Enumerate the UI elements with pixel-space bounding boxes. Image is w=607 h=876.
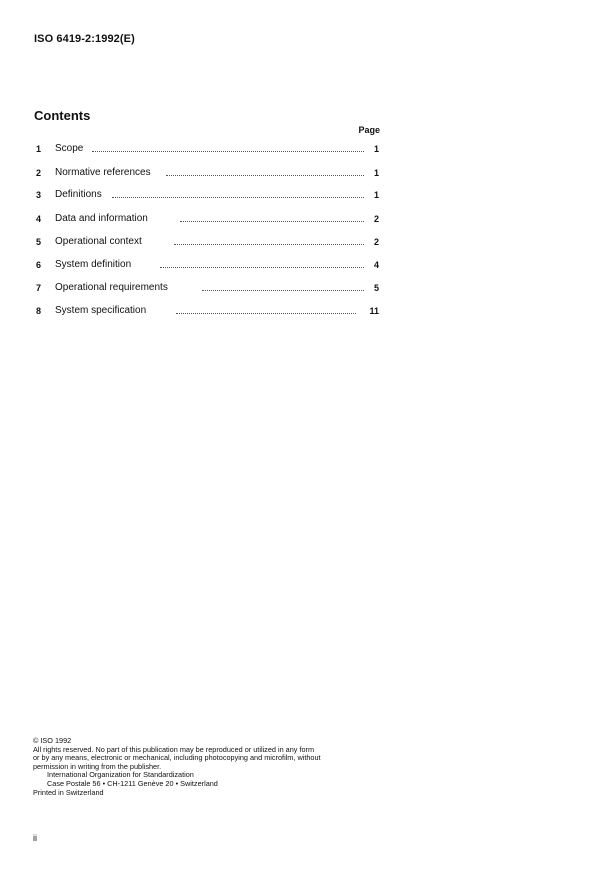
toc-entry-number: 3	[36, 190, 42, 200]
leader-dots	[176, 313, 356, 314]
toc-entry-page: 1	[373, 190, 379, 200]
toc-entry-title: Scope	[55, 143, 84, 154]
toc-entry-page: 1	[373, 168, 379, 178]
toc-entry-number: 6	[36, 260, 42, 270]
toc-entry[interactable]	[0, 282, 607, 298]
copyright-notice	[33, 737, 383, 797]
toc-entry-title: Definitions	[55, 189, 102, 200]
toc-entry[interactable]	[0, 305, 607, 321]
organization-name: International Organization for Standardization	[47, 770, 194, 780]
toc-entry-number: 1	[36, 144, 42, 154]
toc-entry-title: Operational requirements	[55, 282, 168, 293]
rights-text-line: All rights reserved. No part of this publication may be reproduced or utilized in any form	[33, 744, 315, 754]
toc-entry-title: System specification	[55, 305, 147, 316]
contents-heading: Contents	[34, 108, 91, 123]
toc-entry-number: 2	[36, 168, 42, 178]
toc-entry-page: 2	[373, 214, 379, 224]
page-column-label: Page	[358, 125, 380, 135]
rights-text-line: or by any means, electronic or mechanical, including photocopying and microfilm, without	[33, 753, 321, 763]
leader-dots	[92, 151, 364, 152]
leader-dots	[202, 290, 364, 291]
toc-entry-page: 11	[369, 306, 379, 316]
toc-entry-title: Data and information	[55, 213, 148, 224]
toc-entry-page: 5	[373, 283, 379, 293]
toc-entry[interactable]	[0, 189, 607, 205]
leader-dots	[174, 244, 364, 245]
toc-entry-title: System definition	[55, 259, 132, 270]
rights-text-line: permission in writing from the publisher.	[33, 761, 162, 771]
toc-entry[interactable]	[0, 236, 607, 252]
leader-dots	[180, 221, 364, 222]
toc-entry-number: 8	[36, 306, 42, 316]
leader-dots	[160, 267, 364, 268]
toc-entry-page: 1	[373, 144, 379, 154]
toc-entry-title: Operational context	[55, 236, 142, 247]
organization-address: Case Postale 56 • CH-1211 Genève 20 • Switzerland	[47, 778, 218, 788]
toc-entry[interactable]	[0, 259, 607, 275]
toc-entry-number: 5	[36, 237, 42, 247]
page-number: ii	[33, 833, 37, 843]
toc-entry[interactable]	[0, 213, 607, 229]
standard-id: ISO 6419-2:1992(E)	[34, 33, 135, 45]
leader-dots	[166, 175, 364, 176]
printed-in-line: Printed in Switzerland	[33, 787, 104, 797]
toc-entry-page: 2	[373, 237, 379, 247]
toc-entry-page: 4	[373, 260, 379, 270]
toc-entry-number: 4	[36, 214, 42, 224]
copyright-line: © ISO 1992	[33, 736, 72, 745]
toc-entry-title: Normative references	[55, 167, 151, 178]
toc-entry[interactable]	[0, 167, 607, 183]
toc-entry-number: 7	[36, 283, 42, 293]
toc-entry[interactable]	[0, 143, 607, 159]
leader-dots	[112, 197, 364, 198]
